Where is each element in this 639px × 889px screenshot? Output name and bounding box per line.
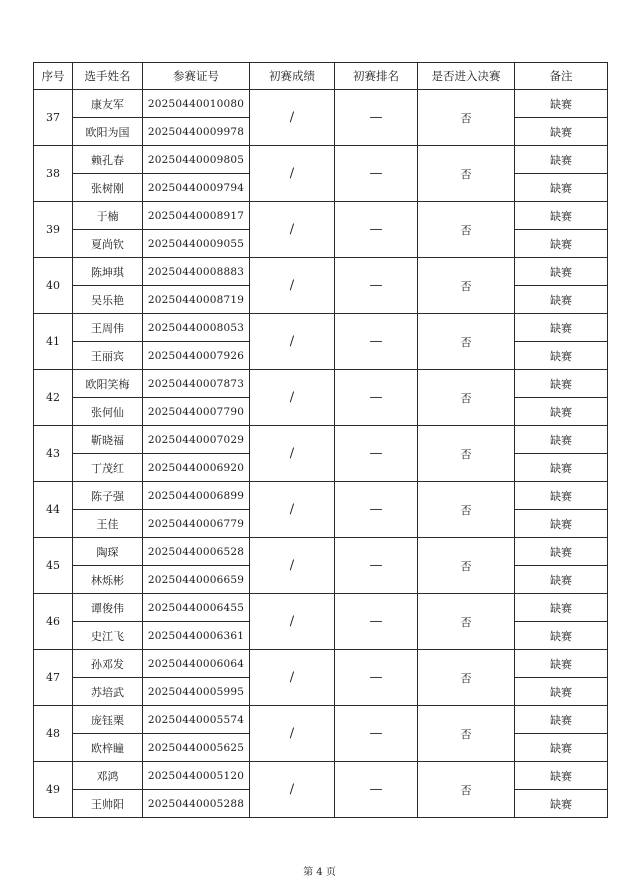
name-cell: 林烁彬: [73, 566, 143, 594]
cert-id-cell: 20250440010080: [143, 90, 250, 118]
table-row: [34, 314, 608, 342]
advance-final-cell: 否: [418, 650, 515, 706]
header-prelim-rank: 初赛排名: [335, 63, 418, 90]
name-cell: 苏培武: [73, 678, 143, 706]
name-cell: 康友军: [73, 90, 143, 118]
name-cell: 欧阳笑梅: [73, 370, 143, 398]
name-cell: 吴乐艳: [73, 286, 143, 314]
advance-final-cell: 否: [418, 370, 515, 426]
remarks-cell: 缺赛: [515, 706, 608, 734]
cert-id-cell: 20250440008917: [143, 202, 250, 230]
header-cert-id: 参赛证号: [143, 63, 250, 90]
name-cell: 靳晓福: [73, 426, 143, 454]
cert-id-cell: 20250440005288: [143, 790, 250, 818]
cert-id-cell: 20250440006455: [143, 594, 250, 622]
table-header: [34, 63, 608, 90]
name-cell: 于楠: [73, 202, 143, 230]
seq-cell: 40: [34, 258, 73, 314]
remarks-cell: 缺赛: [515, 510, 608, 538]
prelim-score-cell: /: [250, 370, 335, 426]
prelim-score-cell: /: [250, 650, 335, 706]
seq-cell: 45: [34, 538, 73, 594]
prelim-rank-cell: —: [335, 650, 418, 706]
cert-id-cell: 20250440009055: [143, 230, 250, 258]
cert-id-cell: 20250440007029: [143, 426, 250, 454]
prelim-rank-cell: —: [335, 258, 418, 314]
name-cell: 王丽宾: [73, 342, 143, 370]
name-cell: 赖孔春: [73, 146, 143, 174]
name-cell: 王帅阳: [73, 790, 143, 818]
seq-cell: 44: [34, 482, 73, 538]
name-cell: 夏尚钦: [73, 230, 143, 258]
remarks-cell: 缺赛: [515, 258, 608, 286]
prelim-rank-cell: —: [335, 426, 418, 482]
cert-id-cell: 20250440006659: [143, 566, 250, 594]
name-cell: 陈子强: [73, 482, 143, 510]
prelim-rank-cell: —: [335, 594, 418, 650]
cert-id-cell: 20250440008719: [143, 286, 250, 314]
cert-id-cell: 20250440006779: [143, 510, 250, 538]
table-row: [34, 762, 608, 790]
cert-id-cell: 20250440007926: [143, 342, 250, 370]
name-cell: 欧梓瞳: [73, 734, 143, 762]
remarks-cell: 缺赛: [515, 230, 608, 258]
advance-final-cell: 否: [418, 146, 515, 202]
table-row: [34, 706, 608, 734]
remarks-cell: 缺赛: [515, 174, 608, 202]
prelim-rank-cell: —: [335, 146, 418, 202]
prelim-rank-cell: —: [335, 90, 418, 146]
header-advance-final: 是否进入决赛: [418, 63, 515, 90]
prelim-rank-cell: —: [335, 762, 418, 818]
remarks-cell: 缺赛: [515, 398, 608, 426]
remarks-cell: 缺赛: [515, 790, 608, 818]
remarks-cell: 缺赛: [515, 342, 608, 370]
remarks-cell: 缺赛: [515, 202, 608, 230]
cert-id-cell: 20250440007790: [143, 398, 250, 426]
prelim-score-cell: /: [250, 202, 335, 258]
seq-cell: 39: [34, 202, 73, 258]
remarks-cell: 缺赛: [515, 454, 608, 482]
cert-id-cell: 20250440005995: [143, 678, 250, 706]
advance-final-cell: 否: [418, 314, 515, 370]
remarks-cell: 缺赛: [515, 734, 608, 762]
cert-id-cell: 20250440009805: [143, 146, 250, 174]
cert-id-cell: 20250440005574: [143, 706, 250, 734]
cert-id-cell: 20250440006064: [143, 650, 250, 678]
table-row: [34, 202, 608, 230]
table-row: [34, 370, 608, 398]
prelim-score-cell: /: [250, 146, 335, 202]
seq-cell: 38: [34, 146, 73, 202]
cert-id-cell: 20250440009978: [143, 118, 250, 146]
seq-cell: 49: [34, 762, 73, 818]
page-number: 第 4 页: [303, 867, 336, 878]
remarks-cell: 缺赛: [515, 482, 608, 510]
remarks-cell: 缺赛: [515, 678, 608, 706]
prelim-rank-cell: —: [335, 370, 418, 426]
prelim-score-cell: /: [250, 482, 335, 538]
name-cell: 张何仙: [73, 398, 143, 426]
advance-final-cell: 否: [418, 538, 515, 594]
seq-cell: 41: [34, 314, 73, 370]
prelim-rank-cell: —: [335, 314, 418, 370]
remarks-cell: 缺赛: [515, 90, 608, 118]
remarks-cell: 缺赛: [515, 426, 608, 454]
remarks-cell: 缺赛: [515, 566, 608, 594]
prelim-score-cell: /: [250, 426, 335, 482]
prelim-rank-cell: —: [335, 706, 418, 762]
prelim-score-cell: /: [250, 762, 335, 818]
prelim-rank-cell: —: [335, 202, 418, 258]
table-row: [34, 90, 608, 118]
name-cell: 庞钰栗: [73, 706, 143, 734]
seq-cell: 48: [34, 706, 73, 762]
advance-final-cell: 否: [418, 90, 515, 146]
table-row: [34, 650, 608, 678]
seq-cell: 46: [34, 594, 73, 650]
prelim-score-cell: /: [250, 258, 335, 314]
advance-final-cell: 否: [418, 706, 515, 762]
results-table: [33, 62, 608, 818]
prelim-score-cell: /: [250, 594, 335, 650]
seq-cell: 43: [34, 426, 73, 482]
cert-id-cell: 20250440008883: [143, 258, 250, 286]
cert-id-cell: 20250440008053: [143, 314, 250, 342]
seq-cell: 42: [34, 370, 73, 426]
name-cell: 王佳: [73, 510, 143, 538]
remarks-cell: 缺赛: [515, 650, 608, 678]
seq-cell: 37: [34, 90, 73, 146]
cert-id-cell: 20250440009794: [143, 174, 250, 202]
cert-id-cell: 20250440006920: [143, 454, 250, 482]
advance-final-cell: 否: [418, 594, 515, 650]
header-prelim-score: 初赛成绩: [250, 63, 335, 90]
advance-final-cell: 否: [418, 762, 515, 818]
table-row: [34, 426, 608, 454]
seq-cell: 47: [34, 650, 73, 706]
cert-id-cell: 20250440005625: [143, 734, 250, 762]
remarks-cell: 缺赛: [515, 762, 608, 790]
name-cell: 王周伟: [73, 314, 143, 342]
cert-id-cell: 20250440005120: [143, 762, 250, 790]
table-body: [34, 90, 608, 818]
cert-id-cell: 20250440006899: [143, 482, 250, 510]
advance-final-cell: 否: [418, 482, 515, 538]
table-row: [34, 594, 608, 622]
name-cell: 史江飞: [73, 622, 143, 650]
table-row: [34, 258, 608, 286]
cert-id-cell: 20250440007873: [143, 370, 250, 398]
name-cell: 孙邓发: [73, 650, 143, 678]
advance-final-cell: 否: [418, 202, 515, 258]
remarks-cell: 缺赛: [515, 538, 608, 566]
remarks-cell: 缺赛: [515, 146, 608, 174]
remarks-cell: 缺赛: [515, 286, 608, 314]
remarks-cell: 缺赛: [515, 622, 608, 650]
header-remarks: 备注: [515, 63, 608, 90]
prelim-score-cell: /: [250, 706, 335, 762]
prelim-score-cell: /: [250, 90, 335, 146]
prelim-score-cell: /: [250, 538, 335, 594]
advance-final-cell: 否: [418, 426, 515, 482]
prelim-rank-cell: —: [335, 538, 418, 594]
prelim-rank-cell: —: [335, 482, 418, 538]
advance-final-cell: 否: [418, 258, 515, 314]
remarks-cell: 缺赛: [515, 370, 608, 398]
prelim-score-cell: /: [250, 314, 335, 370]
header-seq: 序号: [34, 63, 73, 90]
name-cell: 欧阳为国: [73, 118, 143, 146]
header-name: 选手姓名: [73, 63, 143, 90]
name-cell: 谭俊伟: [73, 594, 143, 622]
remarks-cell: 缺赛: [515, 118, 608, 146]
cert-id-cell: 20250440006528: [143, 538, 250, 566]
table-row: [34, 538, 608, 566]
table-row: [34, 482, 608, 510]
name-cell: 邓鸿: [73, 762, 143, 790]
name-cell: 陶琛: [73, 538, 143, 566]
name-cell: 张树刚: [73, 174, 143, 202]
table-row: [34, 146, 608, 174]
header-row: [34, 63, 608, 90]
name-cell: 陈坤琪: [73, 258, 143, 286]
name-cell: 丁茂红: [73, 454, 143, 482]
remarks-cell: 缺赛: [515, 314, 608, 342]
cert-id-cell: 20250440006361: [143, 622, 250, 650]
remarks-cell: 缺赛: [515, 594, 608, 622]
